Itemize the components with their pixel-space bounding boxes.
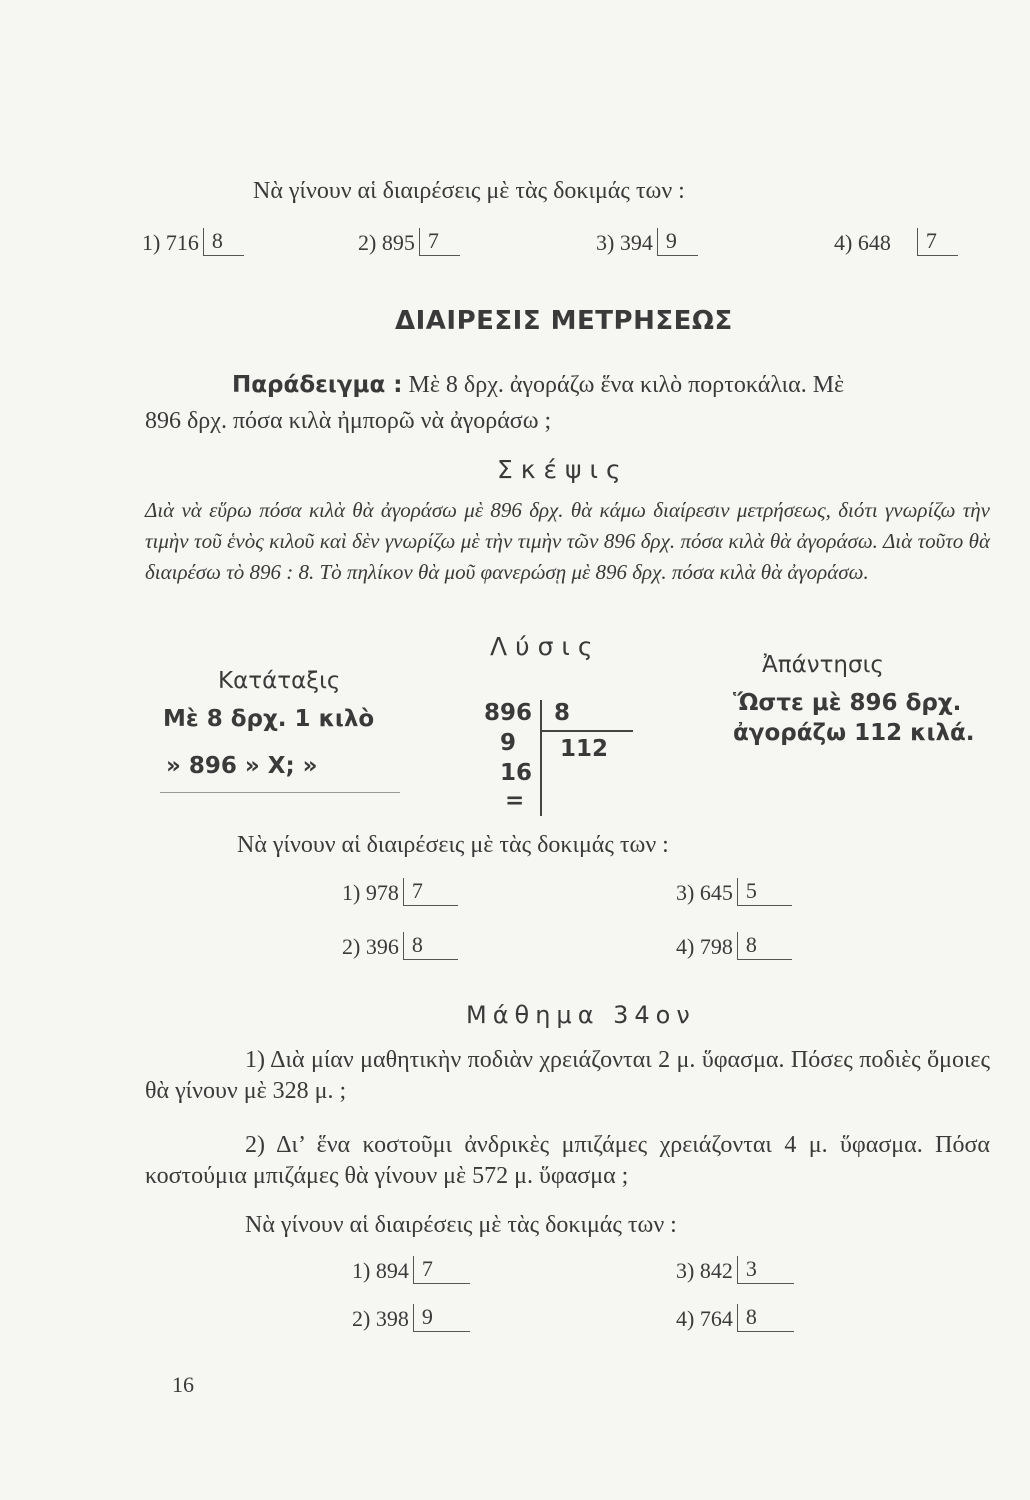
thinking-text: Διὰ νὰ εὕρω πόσα κιλὰ θὰ ἀγοράσω μὲ 896 δρχ. θὰ κάμω διαίρεσιν μετρήσεως, διότι γνωρίζω τὴν τιμὴν τοῦ ἑνὸς κιλοῦ καὶ δὲν γνωρίζω μὲ τὴν τιμὴν τῶν 896 δρχ. πόσα κιλὰ θὰ ἀγοράσω. Διὰ τοῦτο θὰ διαιρέσω τὸ 896 : 8. Τὸ πηλίκον θὰ μοῦ φανερώσῃ μὲ 896 δρχ. πόσα κιλὰ θὰ ἀγοράσω. — [145, 498, 990, 584]
exercise-1-2 — [358, 228, 460, 256]
example-line-2: 896 δρχ. πόσα κιλὰ ἠμπορῶ νὰ ἀγοράσω ; — [145, 408, 552, 434]
solution-heading: Λύσις — [490, 632, 601, 661]
exercise-label: 1) 978 — [342, 880, 399, 905]
example-line-1 — [232, 372, 844, 399]
exercise-divisor: 8 — [737, 1304, 794, 1332]
division-dividend: 896 — [484, 700, 533, 726]
lesson-title: Μάθημα 34ον — [466, 1001, 696, 1029]
exercise-2-1 — [342, 878, 458, 906]
exercise-label: 1) 716 — [142, 230, 199, 255]
section-title: ΔΙΑΙΡΕΣΙΣ ΜΕΤΡΗΣΕΩΣ — [395, 306, 733, 336]
classification-row-2: » 896 » X; » — [166, 753, 318, 779]
exercise-label: 4) 798 — [676, 934, 733, 959]
problem-1: 1) Διὰ μίαν μαθητικὴν ποδιὰν χρειάζονται 2 μ. ὕφασμα. Πόσες ποδιὲς ὅμοιες θὰ γίνουν μὲ 328 μ. ; — [145, 1047, 990, 1104]
exercise-divisor: 7 — [419, 228, 460, 256]
classification-heading: Κατάταξις — [218, 668, 341, 694]
thinking-heading: Σκέψις — [497, 455, 629, 484]
exercise-divisor: 7 — [917, 228, 958, 256]
division-step-2: 16 — [500, 760, 533, 786]
division-vertical-bar — [540, 700, 542, 816]
exercise-3-2 — [676, 1256, 794, 1284]
example-label: Παράδειγμα : — [232, 372, 403, 398]
exercise-3-1 — [352, 1256, 470, 1284]
example-text-1: Μὲ 8 δρχ. ἀγοράζω ἕνα κιλὸ πορτοκάλια. Μὲ — [402, 372, 845, 398]
exercise-divisor: 7 — [413, 1256, 470, 1284]
answer-heading: Ἀπάντησις — [762, 652, 884, 678]
exercise-1-3 — [596, 228, 698, 256]
exercise-divisor: 8 — [737, 932, 792, 960]
exercise-label: 2) 895 — [358, 230, 415, 255]
exercise-intro-2: Νὰ γίνουν αἱ διαιρέσεις μὲ τὰς δοκιμάς των : — [237, 832, 669, 858]
exercise-divisor: 5 — [737, 878, 792, 906]
exercise-2-4 — [676, 932, 792, 960]
division-quotient: 112 — [560, 736, 609, 762]
exercise-label: 2) 398 — [352, 1306, 409, 1331]
problem-2: 2) Δι’ ἕνα κοστοῦμι ἀνδρικὲς μπιζάμες χρειάζονται 4 μ. ὕφασμα. Πόσα κοστούμια μπιζάμες θὰ γίνουν μὲ 572 μ. ὕφασμα ; — [145, 1132, 990, 1189]
exercise-label: 1) 894 — [352, 1258, 409, 1283]
division-step-1: 9 — [500, 730, 517, 756]
classification-underline — [160, 792, 400, 793]
exercise-1-1 — [142, 228, 244, 256]
exercise-divisor: 8 — [403, 932, 458, 960]
answer-line-2: ἀγοράζω 112 κιλά. — [733, 720, 975, 746]
classification-row-1: Μὲ 8 δρχ. 1 κιλὸ — [163, 706, 375, 732]
division-remainder: = — [505, 788, 525, 814]
exercise-label: 3) 645 — [676, 880, 733, 905]
exercise-label: 4) 764 — [676, 1306, 733, 1331]
exercise-3-4 — [676, 1304, 794, 1332]
exercise-2-3 — [342, 932, 458, 960]
exercise-2-2 — [676, 878, 792, 906]
answer-line-1: Ὥστε μὲ 896 δρχ. — [733, 690, 962, 716]
page-number: 16 — [172, 1372, 194, 1397]
exercise-divisor: 3 — [737, 1256, 794, 1284]
exercise-intro-1: Νὰ γίνουν αἱ διαιρέσεις μὲ τὰς δοκιμάς των : — [253, 178, 685, 204]
exercise-label: 3) 842 — [676, 1258, 733, 1283]
exercise-1-4 — [834, 228, 958, 256]
exercise-intro-3: Νὰ γίνουν αἱ διαιρέσεις μὲ τὰς δοκιμάς των : — [245, 1212, 677, 1238]
exercise-3-3 — [352, 1304, 470, 1332]
exercise-label: 3) 394 — [596, 230, 653, 255]
exercise-divisor: 9 — [413, 1304, 470, 1332]
exercise-divisor: 7 — [403, 878, 458, 906]
division-horizontal-bar — [541, 730, 633, 732]
exercise-label: 4) 648 — [834, 230, 891, 255]
division-divisor: 8 — [554, 700, 571, 726]
exercise-divisor: 8 — [203, 228, 244, 256]
exercise-label: 2) 396 — [342, 934, 399, 959]
exercise-divisor: 9 — [657, 228, 698, 256]
